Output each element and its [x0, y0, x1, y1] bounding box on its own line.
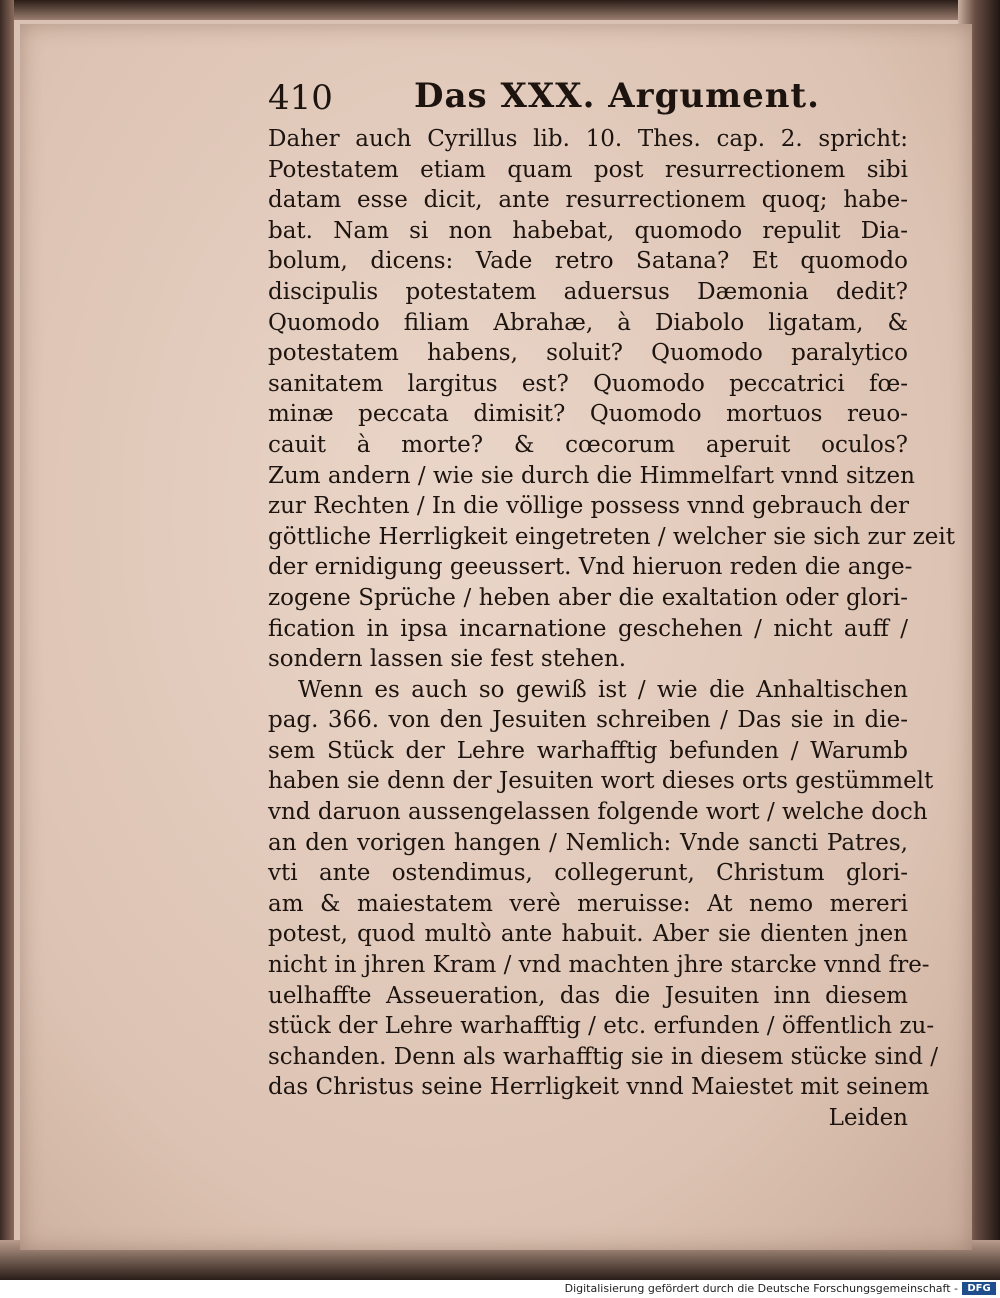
text-line: Quomodo filiam Abrahæ, à Diabolo ligatam, &: [268, 309, 908, 336]
text-line: discipulis potestatem aduersus Dæmonia dedit?: [268, 278, 908, 305]
text-line: sanitatem largitus est? Quomodo peccatrici fœ-: [268, 370, 908, 397]
text-line: das Christus seine Herrligkeit vnnd Maiestet mit seinem: [268, 1074, 930, 1101]
text-line: bolum, dicens: Vade retro Satana? Et quomodo: [268, 248, 908, 275]
text-line: an den vorigen hangen / Nemlich: Vnde sancti Patres,: [268, 829, 908, 856]
text-line: potestatem habens, soluit? Quomodo paralytico: [268, 340, 908, 367]
text-line: vti ante ostendimus, collegerunt, Christum glori-: [268, 860, 908, 887]
page-number: 410: [268, 78, 333, 118]
scan-edge-left: [0, 0, 14, 1280]
text-line: sem Stück der Lehre warhafftig befunden / Warumb: [268, 737, 908, 764]
scan-edge-top: [0, 0, 1000, 20]
text-line: Zum andern / wie sie durch die Himmelfart vnnd sitzen: [268, 462, 915, 489]
text-line: uelhaffte Asseueration, das die Jesuiten inn diesem: [268, 982, 908, 1009]
text-line: haben sie denn der Jesuiten wort dieses orts gestümmelt: [268, 768, 934, 795]
dfg-logo: DFG: [962, 1282, 996, 1295]
text-line: göttliche Herrligkeit eingetreten / welcher sie sich zur zeit: [268, 523, 956, 550]
text-line: fication in ipsa incarnatione geschehen / nicht auff /: [268, 615, 908, 642]
text-line: cauit à morte? & cœcorum aperuit oculos?: [268, 431, 908, 458]
text-line: potest, quod multò ante habuit. Aber sie dienten jnen: [268, 921, 908, 948]
body-text: [268, 124, 956, 1134]
text-line: bat. Nam si non habebat, quomodo repulit Dia-: [268, 217, 908, 244]
text-line: der ernidigung geeussert. Vnd hieruon reden die ange-: [268, 554, 913, 581]
text-line: nicht in jhren Kram / vnd machten jhre starcke vnnd fre-: [268, 952, 930, 979]
footer-bar: [0, 1280, 1000, 1298]
text-line: minæ peccata dimisit? Quomodo mortuos reuo-: [268, 401, 908, 428]
running-title: Das XXX. Argument.: [414, 76, 820, 116]
text-line: sondern lassen sie fest stehen.: [268, 646, 627, 673]
page-header: [268, 72, 828, 122]
text-line: stück der Lehre warhafftig / etc. erfunden / öffentlich zu-: [268, 1013, 935, 1040]
text-line: Wenn es auch so gewiß ist / wie die Anhaltischen: [298, 676, 908, 703]
text-line: schanden. Denn als warhafftig sie in diesem stücke sind /: [268, 1043, 938, 1070]
text-line: pag. 366. von den Jesuiten schreiben / Das sie in die-: [268, 707, 908, 734]
text-line: am & maiestatem verè meruisse: At nemo mereri: [268, 890, 908, 917]
funding-credit: Digitalisierung gefördert durch die Deutsche Forschungsgemeinschaft -: [564, 1282, 958, 1295]
text-line: Daher auch Cyrillus lib. 10. Thes. cap. 2. spricht:: [268, 126, 908, 152]
text-line: datam esse dicit, ante resurrectionem quoq; habe-: [268, 187, 908, 214]
text-line: zur Rechten / In die völlige possess vnnd gebrauch der: [268, 493, 909, 520]
text-line: Potestatem etiam quam post resurrectionem sibi: [268, 156, 908, 183]
catchword: Leiden: [828, 1105, 908, 1131]
text-line: zogene Sprüche / heben aber die exaltation oder glori-: [268, 584, 908, 611]
text-line: vnd daruon aussengelassen folgende wort / welche doch: [268, 799, 928, 826]
